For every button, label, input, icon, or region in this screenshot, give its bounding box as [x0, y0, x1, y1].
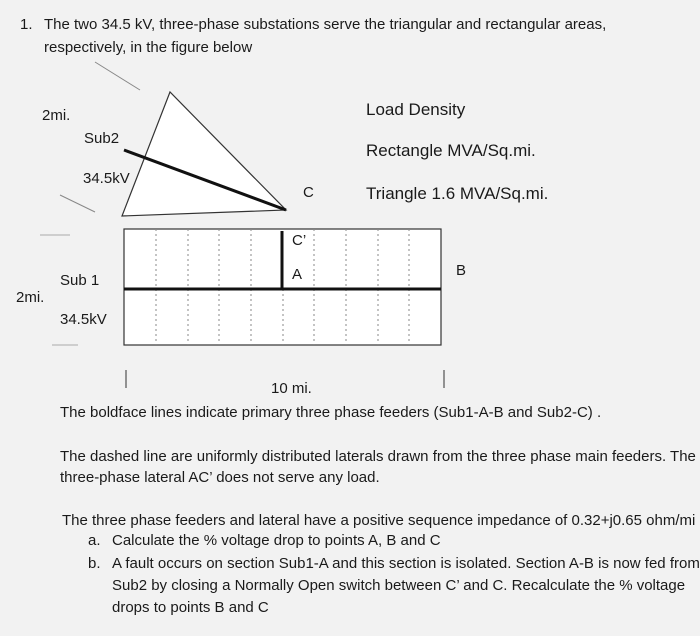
question-b-line3: drops to points B and C	[112, 599, 269, 616]
note-impedance: The three phase feeders and lateral have a positive sequence impedance of 0.32+j0.65 ohm/mi	[62, 512, 696, 529]
point-c-label: C	[303, 184, 314, 201]
point-b-label: B	[456, 262, 467, 279]
load-density-heading: Load Density	[366, 100, 466, 119]
problem-intro-line2: respectively, in the figure below	[44, 39, 253, 56]
point-a-label: A	[292, 266, 303, 283]
pen-mark	[95, 62, 140, 90]
note-boldface: The boldface lines indicate primary three phase feeders (Sub1-A-B and Sub2-C) .	[60, 404, 602, 421]
question-b-line2: Sub2 by closing a Normally Open switch between C’ and C. Recalculate the % voltage	[112, 577, 686, 594]
note-dashed-line2: three-phase lateral AC’ does not serve any load.	[60, 469, 380, 486]
rectangle-width-label: 10 mi.	[271, 380, 312, 397]
load-density-triangle: Triangle 1.6 MVA/Sq.mi.	[366, 184, 549, 203]
pen-mark	[60, 195, 95, 212]
question-b-marker: b.	[88, 555, 101, 572]
point-c-prime-label: C’	[292, 232, 307, 249]
load-density-rectangle: Rectangle MVA/Sq.mi.	[366, 141, 536, 160]
problem-intro-line1: The two 34.5 kV, three-phase substations serve the triangular and rectangular areas,	[44, 16, 607, 33]
rectangle-height-label: 2mi.	[16, 289, 45, 306]
note-dashed-line1: The dashed line are uniformly distributed laterals drawn from the three phase main feeders. The	[60, 448, 696, 465]
problem-number: 1.	[20, 16, 33, 33]
triangle-height-label: 2mi.	[42, 107, 71, 124]
question-a-line1: Calculate the % voltage drop to points A, B and C	[112, 532, 441, 549]
sub1-voltage-label: 34.5kV	[60, 311, 107, 328]
triangle-area	[122, 92, 286, 216]
sub2-label: Sub2	[84, 130, 120, 147]
question-b-line1: A fault occurs on section Sub1-A and this section is isolated. Section A-B is now fed from	[112, 555, 700, 572]
question-a-marker: a.	[88, 532, 101, 549]
sub1-label: Sub 1	[60, 272, 100, 289]
sub2-voltage-label: 34.5kV	[83, 170, 130, 187]
